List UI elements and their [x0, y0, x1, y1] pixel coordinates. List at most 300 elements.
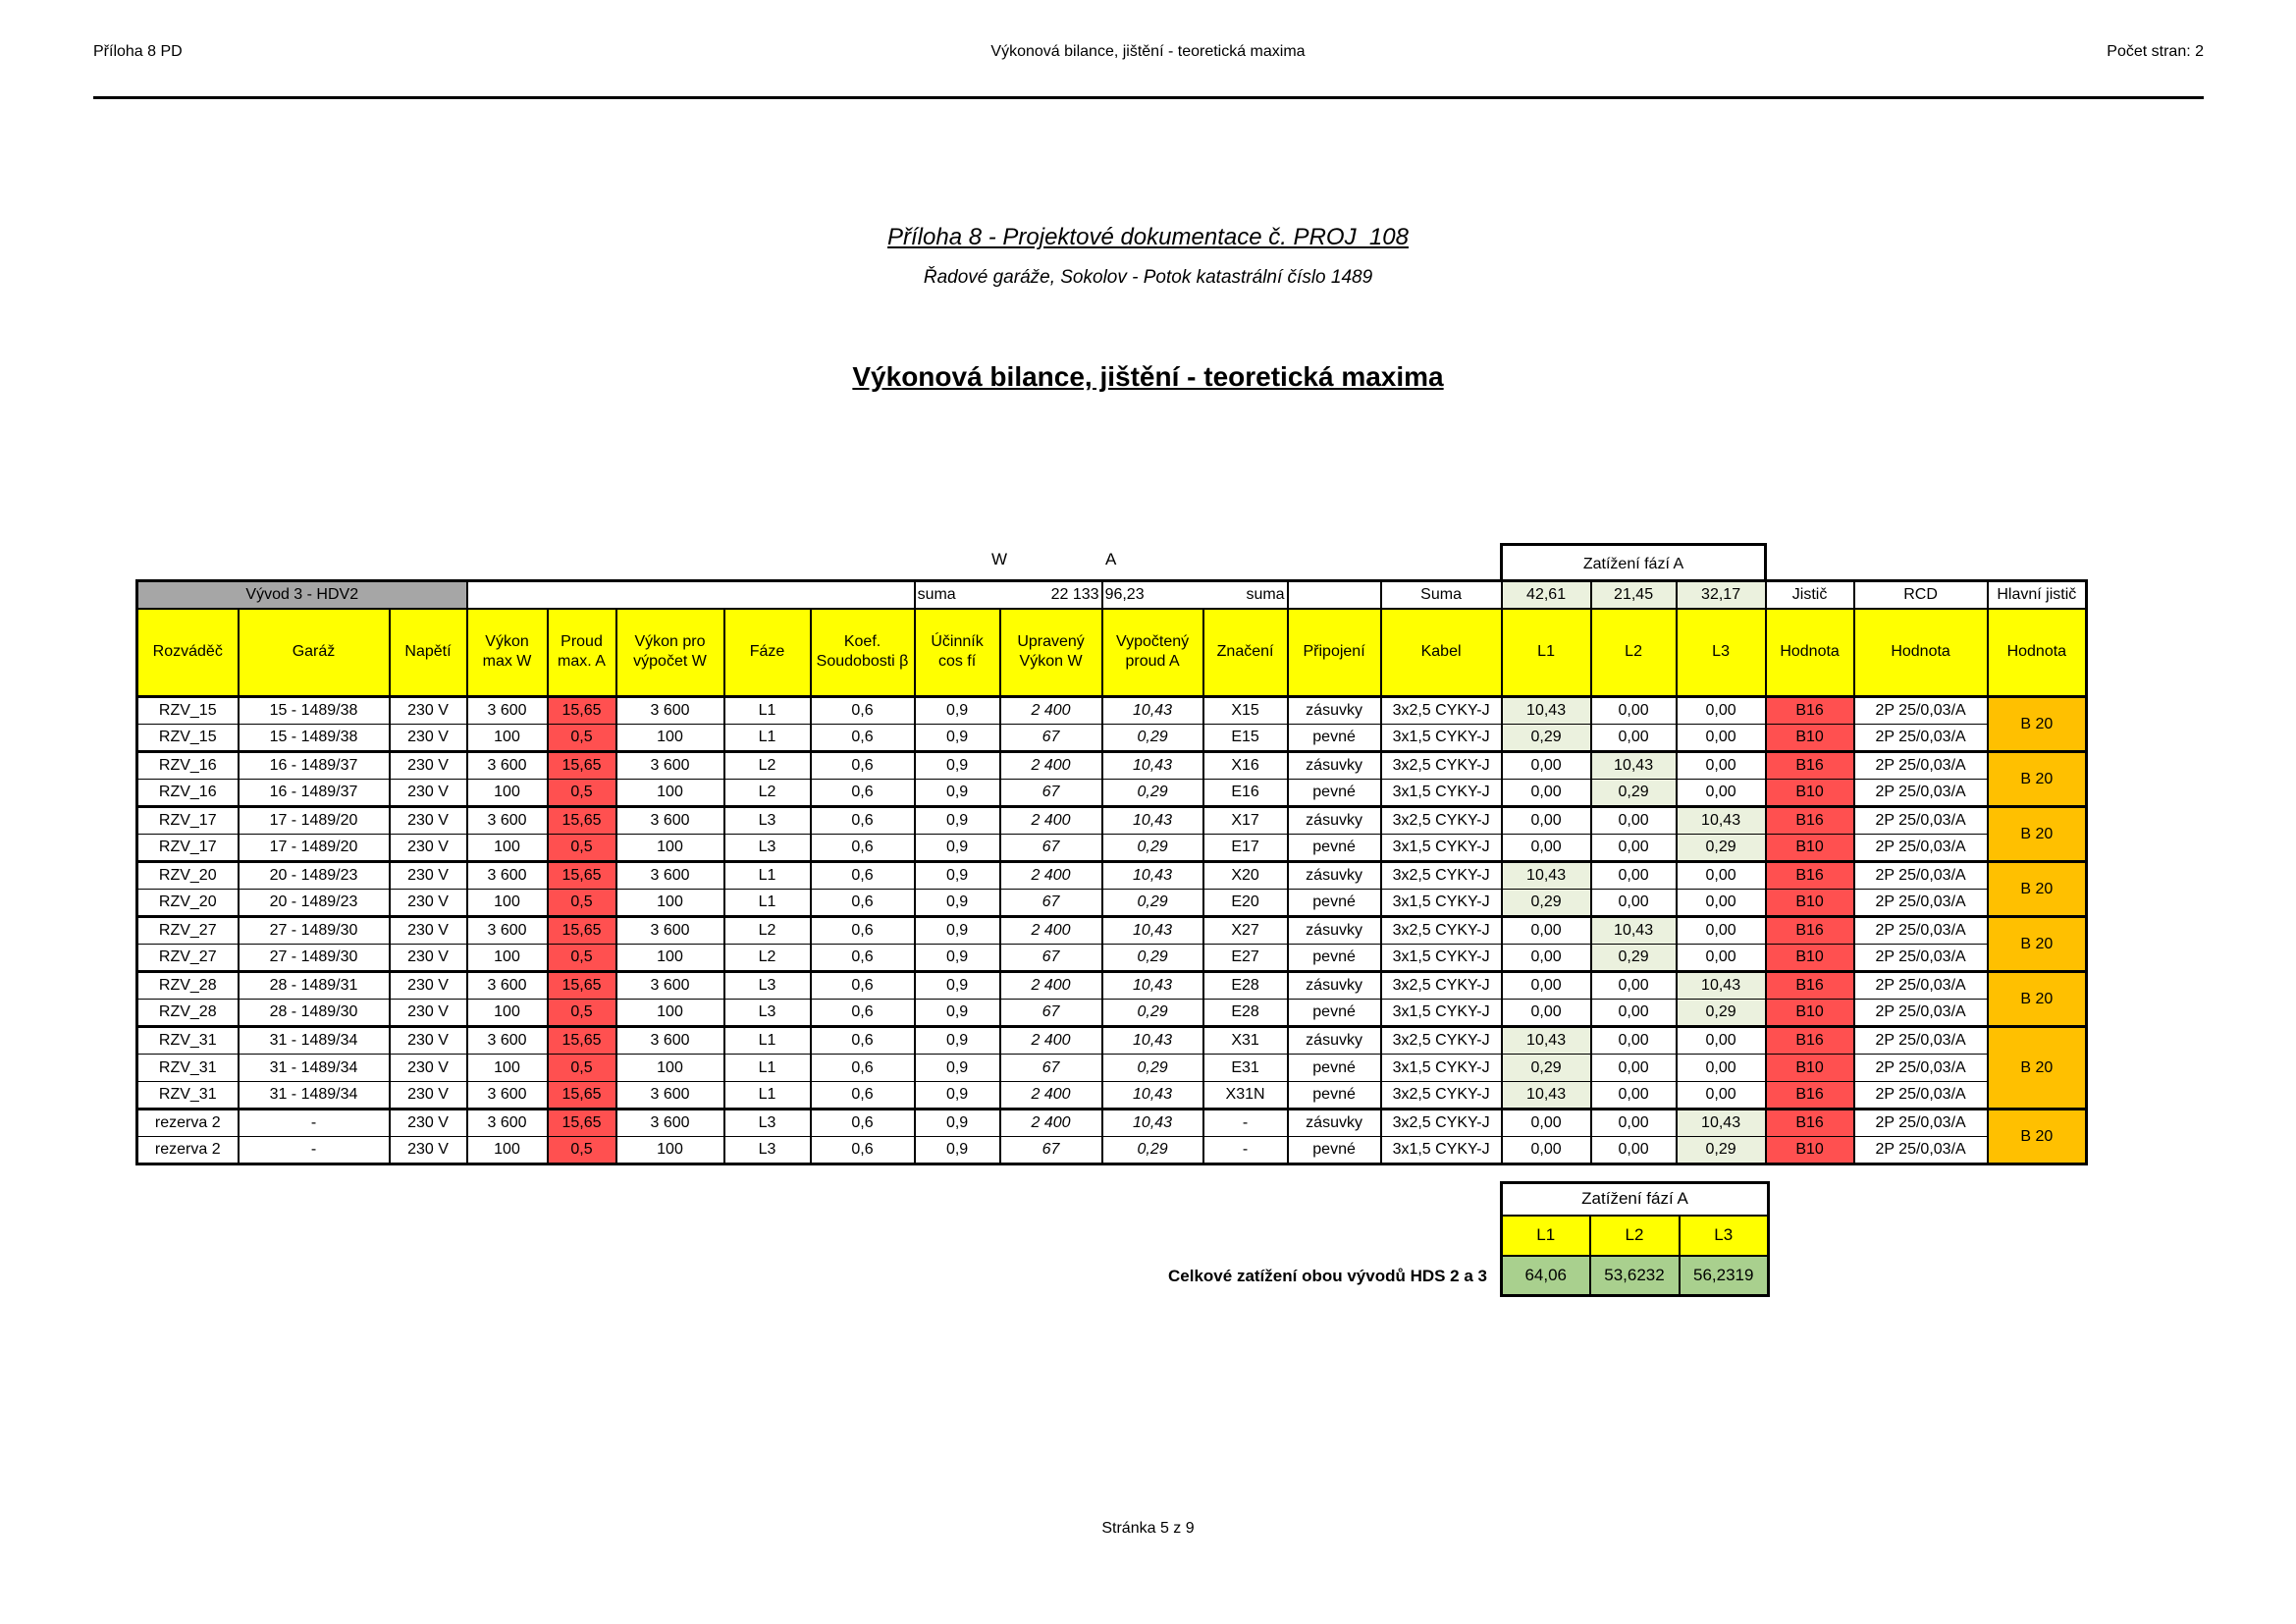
cell-l1: 0,29	[1502, 890, 1591, 917]
cell-proud-max: 15,65	[548, 807, 616, 835]
cell-vykon-max: 3 600	[467, 1110, 548, 1137]
table-row	[137, 697, 2087, 725]
cell-pripojeni: zásuvky	[1288, 972, 1381, 1000]
cell-proud-max: 15,65	[548, 972, 616, 1000]
cell-l2: 0,00	[1591, 725, 1677, 752]
cell-rozvadec: RZV_16	[137, 780, 239, 807]
cell-rozvadec: RZV_20	[137, 862, 239, 890]
cell-l3: 0,29	[1677, 835, 1766, 862]
cell-garaz: 20 - 1489/23	[239, 890, 390, 917]
cell-kabel: 3x2,5 CYKY-J	[1381, 1110, 1502, 1137]
cell-garaz: 17 - 1489/20	[239, 807, 390, 835]
suma-l1: 42,61	[1502, 581, 1591, 609]
col-header-garaz: Garáž	[239, 609, 390, 697]
cell-rcd: 2P 25/0,03/A	[1854, 1110, 1988, 1137]
cell-garaz: 27 - 1489/30	[239, 945, 390, 972]
cell-rozvadec: RZV_16	[137, 752, 239, 780]
cell-proud-max: 0,5	[548, 890, 616, 917]
cell-vykon-max: 100	[467, 835, 548, 862]
cell-znaceni: X31	[1203, 1027, 1288, 1055]
cell-rozvadec: RZV_15	[137, 725, 239, 752]
cell-koef: 0,6	[811, 1082, 915, 1110]
table-row	[137, 1027, 2087, 1055]
cell-napeti: 230 V	[390, 862, 467, 890]
cell-l2: 0,00	[1591, 697, 1677, 725]
cell-garaz: 17 - 1489/20	[239, 835, 390, 862]
cell-jistic: B10	[1766, 725, 1854, 752]
suma-power-label: suma	[917, 585, 956, 603]
cell-napeti: 230 V	[390, 890, 467, 917]
cell-kabel: 3x2,5 CYKY-J	[1381, 917, 1502, 945]
cell-napeti: 230 V	[390, 1027, 467, 1055]
summary-total-label: Celkové zatížení obou vývodů HDS 2 a 3	[1168, 1267, 1487, 1285]
cell-faze: L2	[724, 752, 811, 780]
cell-l3: 0,00	[1677, 697, 1766, 725]
table-row	[137, 890, 2087, 917]
table-row	[137, 725, 2087, 752]
cell-ucinnik: 0,9	[915, 807, 1000, 835]
cell-l3: 0,00	[1677, 780, 1766, 807]
cell-hlavni-jistic: B 20	[1988, 697, 2087, 752]
cell-vypocteny: 0,29	[1102, 835, 1203, 862]
cell-rcd: 2P 25/0,03/A	[1854, 1137, 1988, 1164]
col-header-rcd-hodnota: Hodnota	[1854, 609, 1988, 697]
rcd-header: RCD	[1854, 581, 1988, 609]
cell-jistic: B16	[1766, 972, 1854, 1000]
header-rule	[93, 96, 2204, 99]
col-header-upraveny: Upravený Výkon W	[1000, 609, 1102, 697]
cell-pripojeni: zásuvky	[1288, 1027, 1381, 1055]
cell-upraveny: 67	[1000, 835, 1102, 862]
cell-pripojeni: zásuvky	[1288, 807, 1381, 835]
cell-upraveny: 2 400	[1000, 917, 1102, 945]
cell-znaceni: -	[1203, 1137, 1288, 1164]
cell-l1: 0,00	[1502, 807, 1591, 835]
cell-kabel: 3x2,5 CYKY-J	[1381, 807, 1502, 835]
cell-napeti: 230 V	[390, 752, 467, 780]
cell-garaz: 16 - 1489/37	[239, 752, 390, 780]
cell-rcd: 2P 25/0,03/A	[1854, 807, 1988, 835]
cell-vykon-vypocet: 100	[616, 725, 724, 752]
cell-kabel: 3x1,5 CYKY-J	[1381, 835, 1502, 862]
cell-jistic: B16	[1766, 862, 1854, 890]
cell-l2: 0,00	[1591, 1055, 1677, 1082]
cell-jistic: B10	[1766, 1000, 1854, 1027]
cell-proud-max: 0,5	[548, 725, 616, 752]
cell-l2: 0,00	[1591, 1027, 1677, 1055]
table-row	[137, 807, 2087, 835]
cell-koef: 0,6	[811, 1027, 915, 1055]
summary-phase-l1: L1	[1502, 1216, 1590, 1256]
cell-vykon-max: 100	[467, 780, 548, 807]
suma-l2: 21,45	[1591, 581, 1677, 609]
cell-vypocteny: 10,43	[1102, 1027, 1203, 1055]
cell-faze: L1	[724, 1027, 811, 1055]
cell-vykon-max: 100	[467, 945, 548, 972]
cell-rozvadec: RZV_28	[137, 1000, 239, 1027]
cell-l1: 0,00	[1502, 1110, 1591, 1137]
cell-koef: 0,6	[811, 725, 915, 752]
col-header-kabel: Kabel	[1381, 609, 1502, 697]
cell-l2: 0,00	[1591, 1137, 1677, 1164]
cell-vykon-vypocet: 3 600	[616, 862, 724, 890]
cell-pripojeni: zásuvky	[1288, 917, 1381, 945]
col-header-napeti: Napětí	[390, 609, 467, 697]
cell-kabel: 3x2,5 CYKY-J	[1381, 697, 1502, 725]
cell-vykon-vypocet: 3 600	[616, 1027, 724, 1055]
cell-vykon-vypocet: 3 600	[616, 752, 724, 780]
cell-vykon-vypocet: 100	[616, 945, 724, 972]
cell-garaz: 28 - 1489/30	[239, 1000, 390, 1027]
cell-upraveny: 2 400	[1000, 862, 1102, 890]
breaker-header: Jistič	[1766, 581, 1854, 609]
cell-vypocteny: 0,29	[1102, 945, 1203, 972]
cell-ucinnik: 0,9	[915, 697, 1000, 725]
cell-vykon-max: 3 600	[467, 917, 548, 945]
suma-l3: 32,17	[1677, 581, 1766, 609]
cell-vypocteny: 10,43	[1102, 972, 1203, 1000]
cell-pripojeni: pevné	[1288, 1082, 1381, 1110]
cell-faze: L3	[724, 835, 811, 862]
cell-kabel: 3x1,5 CYKY-J	[1381, 1055, 1502, 1082]
cell-jistic: B16	[1766, 697, 1854, 725]
cell-ucinnik: 0,9	[915, 945, 1000, 972]
cell-vypocteny: 10,43	[1102, 1082, 1203, 1110]
cell-kabel: 3x1,5 CYKY-J	[1381, 1137, 1502, 1164]
cell-pripojeni: pevné	[1288, 1137, 1381, 1164]
cell-napeti: 230 V	[390, 917, 467, 945]
cell-vypocteny: 10,43	[1102, 862, 1203, 890]
cell-l3: 0,00	[1677, 890, 1766, 917]
summary-title: Zatížení fází A	[1502, 1183, 1769, 1216]
cell-ucinnik: 0,9	[915, 752, 1000, 780]
cell-pripojeni: pevné	[1288, 835, 1381, 862]
cell-ucinnik: 0,9	[915, 890, 1000, 917]
cell-rozvadec: RZV_20	[137, 890, 239, 917]
cell-l1: 10,43	[1502, 1082, 1591, 1110]
cell-znaceni: E20	[1203, 890, 1288, 917]
cell-garaz: 15 - 1489/38	[239, 725, 390, 752]
cell-vypocteny: 0,29	[1102, 780, 1203, 807]
cell-upraveny: 67	[1000, 1000, 1102, 1027]
cell-l2: 0,29	[1591, 780, 1677, 807]
suma-power-cell	[915, 581, 1102, 609]
summary-value-l2: 53,6232	[1590, 1256, 1680, 1296]
cell-faze: L1	[724, 1055, 811, 1082]
cell-vykon-vypocet: 100	[616, 1055, 724, 1082]
cell-upraveny: 2 400	[1000, 1082, 1102, 1110]
cell-jistic: B10	[1766, 780, 1854, 807]
cell-vykon-max: 3 600	[467, 752, 548, 780]
cell-rcd: 2P 25/0,03/A	[1854, 862, 1988, 890]
cell-kabel: 3x2,5 CYKY-J	[1381, 972, 1502, 1000]
table-row	[137, 1082, 2087, 1110]
cell-napeti: 230 V	[390, 1000, 467, 1027]
cell-upraveny: 67	[1000, 1055, 1102, 1082]
cell-koef: 0,6	[811, 1055, 915, 1082]
col-header-l3: L3	[1677, 609, 1766, 697]
cell-l1: 0,00	[1502, 945, 1591, 972]
col-header-faze: Fáze	[724, 609, 811, 697]
cell-vypocteny: 10,43	[1102, 807, 1203, 835]
cell-upraveny: 67	[1000, 780, 1102, 807]
cell-proud-max: 15,65	[548, 862, 616, 890]
cell-faze: L3	[724, 1110, 811, 1137]
cell-garaz: 20 - 1489/23	[239, 862, 390, 890]
cell-vykon-max: 3 600	[467, 697, 548, 725]
cell-znaceni: E28	[1203, 1000, 1288, 1027]
cell-hlavni-jistic: B 20	[1988, 1027, 2087, 1110]
cell-vypocteny: 10,43	[1102, 917, 1203, 945]
cell-vypocteny: 0,29	[1102, 890, 1203, 917]
cell-koef: 0,6	[811, 890, 915, 917]
cell-ucinnik: 0,9	[915, 835, 1000, 862]
cell-upraveny: 67	[1000, 725, 1102, 752]
cell-vykon-vypocet: 3 600	[616, 697, 724, 725]
cell-upraveny: 2 400	[1000, 972, 1102, 1000]
summary-phase-row	[1502, 1216, 1769, 1256]
cell-l3: 0,00	[1677, 1027, 1766, 1055]
page-header-right: Počet stran: 2	[2107, 43, 2204, 60]
cell-hlavni-jistic: B 20	[1988, 1110, 2087, 1164]
table-row	[137, 917, 2087, 945]
cell-rozvadec: RZV_17	[137, 807, 239, 835]
cell-proud-max: 0,5	[548, 780, 616, 807]
cell-vypocteny: 0,29	[1102, 725, 1203, 752]
cell-garaz: 28 - 1489/31	[239, 972, 390, 1000]
cell-ucinnik: 0,9	[915, 1082, 1000, 1110]
cell-upraveny: 2 400	[1000, 1027, 1102, 1055]
cell-rozvadec: rezerva 2	[137, 1110, 239, 1137]
col-header-vypocteny: Vypočtený proud A	[1102, 609, 1203, 697]
cell-proud-max: 0,5	[548, 945, 616, 972]
cell-napeti: 230 V	[390, 697, 467, 725]
cell-ucinnik: 0,9	[915, 1110, 1000, 1137]
cell-vykon-max: 3 600	[467, 807, 548, 835]
table-row	[137, 945, 2087, 972]
cell-l3: 0,00	[1677, 1082, 1766, 1110]
cell-kabel: 3x2,5 CYKY-J	[1381, 1027, 1502, 1055]
cell-vykon-vypocet: 100	[616, 890, 724, 917]
cell-pripojeni: zásuvky	[1288, 752, 1381, 780]
page-header-center: Výkonová bilance, jištění - teoretická maxima	[990, 43, 1306, 60]
cell-l2: 0,00	[1591, 1000, 1677, 1027]
suma-current-label: suma	[1246, 585, 1285, 603]
suma-row-empty	[1288, 581, 1381, 609]
cell-pripojeni: pevné	[1288, 890, 1381, 917]
cell-l2: 10,43	[1591, 752, 1677, 780]
cell-napeti: 230 V	[390, 1055, 467, 1082]
cell-rcd: 2P 25/0,03/A	[1854, 972, 1988, 1000]
cell-vykon-max: 100	[467, 1000, 548, 1027]
table-row	[137, 752, 2087, 780]
cell-faze: L1	[724, 862, 811, 890]
cell-l3: 0,00	[1677, 945, 1766, 972]
cell-vykon-vypocet: 3 600	[616, 972, 724, 1000]
cell-rcd: 2P 25/0,03/A	[1854, 945, 1988, 972]
cell-l2: 0,00	[1591, 1082, 1677, 1110]
table-row	[137, 862, 2087, 890]
table-row	[137, 835, 2087, 862]
col-header-ucinnik: Účinník cos fí	[915, 609, 1000, 697]
cell-proud-max: 0,5	[548, 1000, 616, 1027]
cell-vypocteny: 10,43	[1102, 752, 1203, 780]
cell-vykon-vypocet: 3 600	[616, 1110, 724, 1137]
cell-jistic: B10	[1766, 835, 1854, 862]
cell-rcd: 2P 25/0,03/A	[1854, 1055, 1988, 1082]
cell-l3: 0,29	[1677, 1000, 1766, 1027]
cell-l3: 0,29	[1677, 1137, 1766, 1164]
cell-rozvadec: RZV_31	[137, 1055, 239, 1082]
cell-znaceni: X15	[1203, 697, 1288, 725]
cell-rcd: 2P 25/0,03/A	[1854, 697, 1988, 725]
cell-upraveny: 2 400	[1000, 1110, 1102, 1137]
cell-ucinnik: 0,9	[915, 1000, 1000, 1027]
cell-l3: 10,43	[1677, 972, 1766, 1000]
col-header-pripojeni: Připojení	[1288, 609, 1381, 697]
cell-jistic: B16	[1766, 917, 1854, 945]
cell-l1: 0,00	[1502, 835, 1591, 862]
summary-title-row	[1502, 1183, 1769, 1216]
cell-pripojeni: pevné	[1288, 1055, 1381, 1082]
suma-current-value: 96,23	[1104, 585, 1145, 603]
cell-faze: L3	[724, 1000, 811, 1027]
cell-garaz: 31 - 1489/34	[239, 1055, 390, 1082]
cell-garaz: -	[239, 1110, 390, 1137]
summary-value-row	[1502, 1256, 1769, 1296]
cell-napeti: 230 V	[390, 1137, 467, 1164]
cell-ucinnik: 0,9	[915, 972, 1000, 1000]
cell-kabel: 3x1,5 CYKY-J	[1381, 1000, 1502, 1027]
cell-koef: 0,6	[811, 862, 915, 890]
cell-garaz: 31 - 1489/34	[239, 1082, 390, 1110]
cell-napeti: 230 V	[390, 1110, 467, 1137]
table-row	[137, 1055, 2087, 1082]
cell-kabel: 3x1,5 CYKY-J	[1381, 725, 1502, 752]
cell-znaceni: E28	[1203, 972, 1288, 1000]
cell-koef: 0,6	[811, 780, 915, 807]
cell-koef: 0,6	[811, 1000, 915, 1027]
cell-faze: L2	[724, 945, 811, 972]
cell-jistic: B16	[1766, 1082, 1854, 1110]
appendix-subtitle: Řadové garáže, Sokolov - Potok katastrální číslo 1489	[923, 267, 1373, 288]
cell-l2: 0,00	[1591, 807, 1677, 835]
cell-proud-max: 15,65	[548, 1110, 616, 1137]
power-balance-table	[135, 579, 2088, 1165]
main-breaker-header: Hlavní jistič	[1988, 581, 2087, 609]
cell-napeti: 230 V	[390, 725, 467, 752]
cell-koef: 0,6	[811, 917, 915, 945]
col-header-vykon-max: Výkon max W	[467, 609, 548, 697]
cell-vykon-vypocet: 3 600	[616, 1082, 724, 1110]
cell-znaceni: X20	[1203, 862, 1288, 890]
cell-l3: 10,43	[1677, 1110, 1766, 1137]
cell-znaceni: E16	[1203, 780, 1288, 807]
cell-l2: 0,00	[1591, 862, 1677, 890]
cell-kabel: 3x2,5 CYKY-J	[1381, 1082, 1502, 1110]
cell-proud-max: 0,5	[548, 1137, 616, 1164]
cell-napeti: 230 V	[390, 807, 467, 835]
table-row	[137, 1000, 2087, 1027]
cell-koef: 0,6	[811, 697, 915, 725]
cell-kabel: 3x2,5 CYKY-J	[1381, 752, 1502, 780]
table-row	[137, 1137, 2087, 1164]
cell-upraveny: 67	[1000, 1137, 1102, 1164]
cell-vypocteny: 10,43	[1102, 1110, 1203, 1137]
cell-proud-max: 15,65	[548, 752, 616, 780]
phase-load-summary-table	[1500, 1181, 1770, 1297]
cell-koef: 0,6	[811, 972, 915, 1000]
col-header-l1: L1	[1502, 609, 1591, 697]
cell-vykon-max: 100	[467, 1055, 548, 1082]
cell-jistic: B10	[1766, 1055, 1854, 1082]
cell-rcd: 2P 25/0,03/A	[1854, 780, 1988, 807]
cell-garaz: 27 - 1489/30	[239, 917, 390, 945]
cell-l3: 0,00	[1677, 917, 1766, 945]
cell-vykon-vypocet: 100	[616, 780, 724, 807]
cell-l2: 0,00	[1591, 972, 1677, 1000]
suma-current-cell	[1102, 581, 1288, 609]
cell-rozvadec: RZV_31	[137, 1027, 239, 1055]
cell-vykon-vypocet: 100	[616, 1137, 724, 1164]
cell-l1: 0,00	[1502, 917, 1591, 945]
cell-ucinnik: 0,9	[915, 862, 1000, 890]
cell-garaz: 16 - 1489/37	[239, 780, 390, 807]
cell-vykon-max: 3 600	[467, 1027, 548, 1055]
cell-faze: L1	[724, 697, 811, 725]
cell-rcd: 2P 25/0,03/A	[1854, 1027, 1988, 1055]
col-header-jistic-hodnota: Hodnota	[1766, 609, 1854, 697]
cell-napeti: 230 V	[390, 945, 467, 972]
summary-value-l1: 64,06	[1502, 1256, 1590, 1296]
cell-hlavni-jistic: B 20	[1988, 807, 2087, 862]
cell-vykon-vypocet: 100	[616, 835, 724, 862]
cell-ucinnik: 0,9	[915, 780, 1000, 807]
cell-l1: 10,43	[1502, 697, 1591, 725]
cell-l1: 0,00	[1502, 1137, 1591, 1164]
cell-pripojeni: pevné	[1288, 945, 1381, 972]
cell-ucinnik: 0,9	[915, 917, 1000, 945]
cell-rcd: 2P 25/0,03/A	[1854, 835, 1988, 862]
column-header-row	[137, 609, 2087, 697]
cell-faze: L3	[724, 1137, 811, 1164]
summary-phase-l3: L3	[1680, 1216, 1769, 1256]
cell-rozvadec: RZV_15	[137, 697, 239, 725]
cell-l1: 0,00	[1502, 972, 1591, 1000]
cell-vykon-max: 100	[467, 725, 548, 752]
cell-znaceni: X31N	[1203, 1082, 1288, 1110]
cell-koef: 0,6	[811, 945, 915, 972]
cell-garaz: 15 - 1489/38	[239, 697, 390, 725]
cell-pripojeni: pevné	[1288, 725, 1381, 752]
cell-jistic: B16	[1766, 1110, 1854, 1137]
cell-l1: 10,43	[1502, 1027, 1591, 1055]
cell-vypocteny: 0,29	[1102, 1137, 1203, 1164]
cell-ucinnik: 0,9	[915, 1055, 1000, 1082]
cell-l1: 0,00	[1502, 780, 1591, 807]
cell-hlavni-jistic: B 20	[1988, 862, 2087, 917]
cell-l1: 0,29	[1502, 725, 1591, 752]
main-heading: Výkonová bilance, jištění - teoretická maxima	[852, 361, 1444, 392]
cell-rcd: 2P 25/0,03/A	[1854, 725, 1988, 752]
cell-l2: 0,00	[1591, 835, 1677, 862]
cell-napeti: 230 V	[390, 835, 467, 862]
cell-koef: 0,6	[811, 1137, 915, 1164]
cell-l1: 0,29	[1502, 1055, 1591, 1082]
suma-power-value: 22 133	[1050, 585, 1099, 603]
cell-vykon-vypocet: 3 600	[616, 807, 724, 835]
cell-ucinnik: 0,9	[915, 1027, 1000, 1055]
